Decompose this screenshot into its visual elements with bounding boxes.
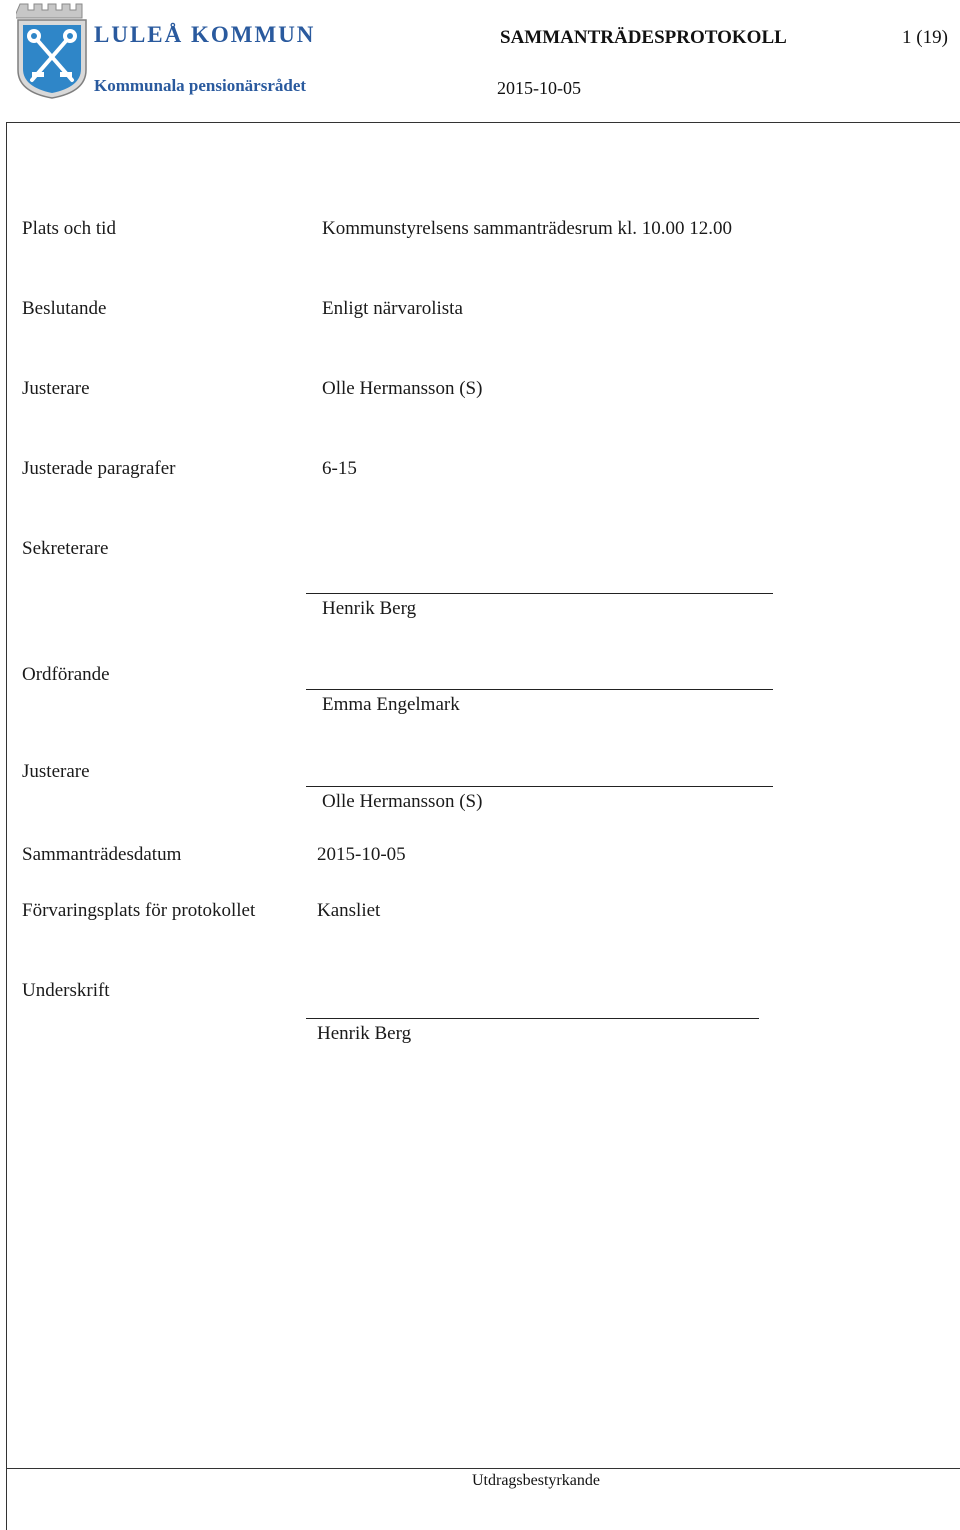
frame-left-border [6,122,7,1530]
sammantradesdatum-value: 2015-10-05 [317,844,406,865]
forvaringsplats-value: Kansliet [317,900,381,921]
sekreterare-signature-line [306,593,773,594]
justerare-signature-line [306,786,773,787]
underskrift-signature-line [306,1018,759,1019]
beslutande-label: Beslutande [22,298,107,319]
document-date: 2015-10-05 [497,78,581,98]
forvaringsplats-label: Förvaringsplats för protokollet [22,900,256,921]
organization-unit: Kommunala pensionärsrådet [94,76,307,95]
page-number: 1 (19) [902,27,948,48]
justerade-paragrafer-label: Justerade paragrafer [22,458,176,479]
organization-name: LULEÅ KOMMUN [94,22,316,47]
ordforande-label: Ordförande [22,664,110,685]
ordforande-signature-line [306,689,773,690]
utdragsbestyrkande-label: Utdragsbestyrkande [472,1472,600,1489]
beslutande-value: Enligt närvarolista [322,298,463,319]
underskrift-label: Underskrift [22,980,110,1001]
justerare-value: Olle Hermansson (S) [322,378,483,399]
justerare-signature-name: Olle Hermansson (S) [322,791,483,812]
justerare-label: Justerare [22,378,90,399]
frame-bottom-border [6,1468,960,1469]
document-title: SAMMANTRÄDESPROTOKOLL [500,27,787,48]
coat-of-arms-logo [16,2,88,100]
sekreterare-label: Sekreterare [22,538,109,559]
sammantradesdatum-label: Sammanträdesdatum [22,844,182,865]
frame-top-border [6,122,960,123]
underskrift-name: Henrik Berg [317,1023,412,1044]
ordforande-name: Emma Engelmark [322,694,460,715]
justerare-signature-label: Justerare [22,761,90,782]
coat-of-arms-keys-icon [16,2,88,100]
plats-value: Kommunstyrelsens sammanträdesrum kl. 10.00 12.00 [322,218,733,239]
justerade-paragrafer-value: 6-15 [322,458,357,479]
plats-label: Plats och tid [22,218,116,239]
sekreterare-name: Henrik Berg [322,598,417,619]
